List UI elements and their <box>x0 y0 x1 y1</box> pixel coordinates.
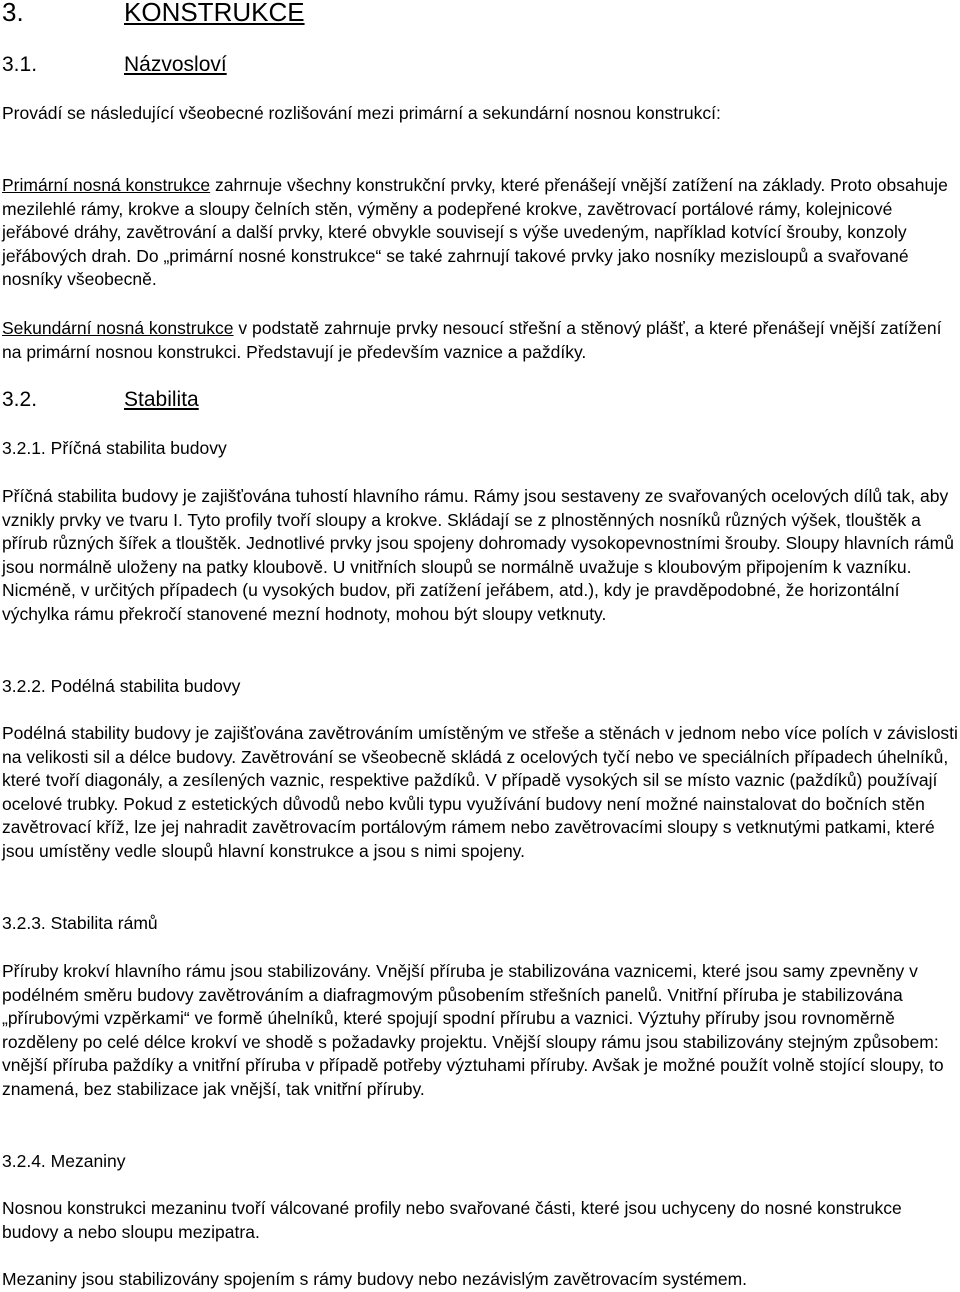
paragraph-3-2-2: Podélná stability budovy je zajišťována zavětrováním umístěným ve střeše a stěnách v jednom nebo více polích v závislosti na velikosti sil a délce budovy. Zavětrování se všeobecně skládá z ocelových tyčí nebo ve speciálních případech úhelníků, které tvoří diagonály, a zesílených vaznic, respektive paždíků. V případě vysokých sil se místo vaznic (paždíků) používají ocelové trubky. Pokud z estetických důvodů nebo kvůli typu využívání budovy není možné nainstalovat do bočních stěn zavětrovací kříž, lze jej nahradit zavětrovacím portálovým rámem nebo zavětrovacími sloupy s vetknutými patkami, které jsou umístěny vedle sloupů hlavní konstrukce a jsou s nimi spojeny. <box>2 723 958 861</box>
primary-structure-paragraph <box>2 174 960 292</box>
subsection-heading-3-2 <box>2 387 199 413</box>
subsection-number: 3.2. <box>2 388 38 411</box>
secondary-structure-term: Sekundární nosná konstrukce <box>2 318 234 338</box>
section-title: KONSTRUKCE <box>124 0 305 27</box>
primary-structure-term: Primární nosná konstrukce <box>2 175 211 195</box>
subsection-heading-3-1 <box>2 52 227 78</box>
secondary-structure-paragraph <box>2 317 960 364</box>
section-number: 3. <box>2 0 24 27</box>
subsection-number: 3.1. <box>2 53 38 76</box>
paragraph-3-2-3: Příruby krokví hlavního rámu jsou stabilizovány. Vnější příruba je stabilizována vaznicemi, které jsou samy zpevněny v podélném směru budovy zavětrováním a diafragmovým působením střešních panelů. Vnitřní příruba je stabilizována „přírubovými vzpěrkami“ ve formě úhelníků, které spojují spodní přírubu a vaznici. Výztuhy příruby jsou rovnoměrně rozděleny po celé délce krokví ve shodě s požadavky projektu. Vnější sloupy rámu jsou stabilizovány stejným způsobem: vnější příruba paždíky a vnitřní příruba v případě potřeby výztuhami příruby. Avšak je možné použít volně stojící sloupy, to znamená, bez stabilizace jak vnější, tak vnitřní příruby. <box>2 961 944 1099</box>
heading-3-2-4: 3.2.4. Mezaniny <box>2 1151 126 1171</box>
subsection-title: Stabilita <box>124 388 199 411</box>
heading-3-2-3: 3.2.3. Stabilita rámů <box>2 913 158 933</box>
paragraph-3-2-4-a: Nosnou konstrukci mezaninu tvoří válcované profily nebo svařované části, které jsou uchyceny do nosné konstrukce budovy a nebo sloupu mezipatra. <box>2 1198 902 1242</box>
paragraph-3-2-4-b: Mezaniny jsou stabilizovány spojením s rámy budovy nebo nezávislým zavětrovacím systémem. <box>2 1269 748 1289</box>
heading-3-2-1: 3.2.1. Příčná stabilita budovy <box>2 438 227 458</box>
subsection-title: Názvosloví <box>124 53 227 76</box>
intro-paragraph: Provádí se následující všeobecné rozlišování mezi primární a sekundární nosnou konstrukcí: <box>2 103 721 123</box>
primary-structure-text: zahrnuje všechny konstrukční prvky, které přenášejí vnější zatížení na základy. Proto obsahuje mezilehlé rámy, krokve a sloupy čelních stěn, výměny a podepřené krokve, zavětrovací portálové rámy, kolejnicové jeřábové dráhy, zavětrování a další prvky, které obvykle souvisejí s výše uvedeným, například kotvící šrouby, konzoly jeřábových drah. Do „primární nosné konstrukce“ se také zahrnují takové prvky jako nosníky mezisloupů a svařované nosníky všeobecně. <box>2 175 948 290</box>
paragraph-3-2-1: Příčná stabilita budovy je zajišťována tuhostí hlavního rámu. Rámy jsou sestaveny ze svařovaných ocelových dílů tak, aby vznikly prvky ve tvaru I. Tyto profily tvoří sloupy a krokve. Skládají se z plnostěnných nosníků různých výšek, tlouštěk a přírub různých šířek a tlouštěk. Jednotlivé prvky jsou spojeny dohromady vysokopevnostními šrouby. Sloupy hlavních rámů jsou normálně uloženy na patky kloubově. U vnitřních sloupů se normálně uvažuje s kloubovým připojením k vazníku. Nicméně, v určitých případech (u vysokých budov, při zatížení jeřábem, atd.), kdy je pravděpodobné, že horizontální výchylka rámu překročí stanovené mezní hodnoty, mohou být sloupy vetknuty. <box>2 486 954 624</box>
heading-3-2-2: 3.2.2. Podélná stabilita budovy <box>2 676 241 696</box>
secondary-structure-text: v podstatě zahrnuje prvky nesoucí střešní a stěnový plášť, a které přenášejí vnější zatížení na primární nosnou konstrukci. Představují je především vaznice a paždíky. <box>2 318 942 362</box>
section-heading <box>2 0 305 28</box>
